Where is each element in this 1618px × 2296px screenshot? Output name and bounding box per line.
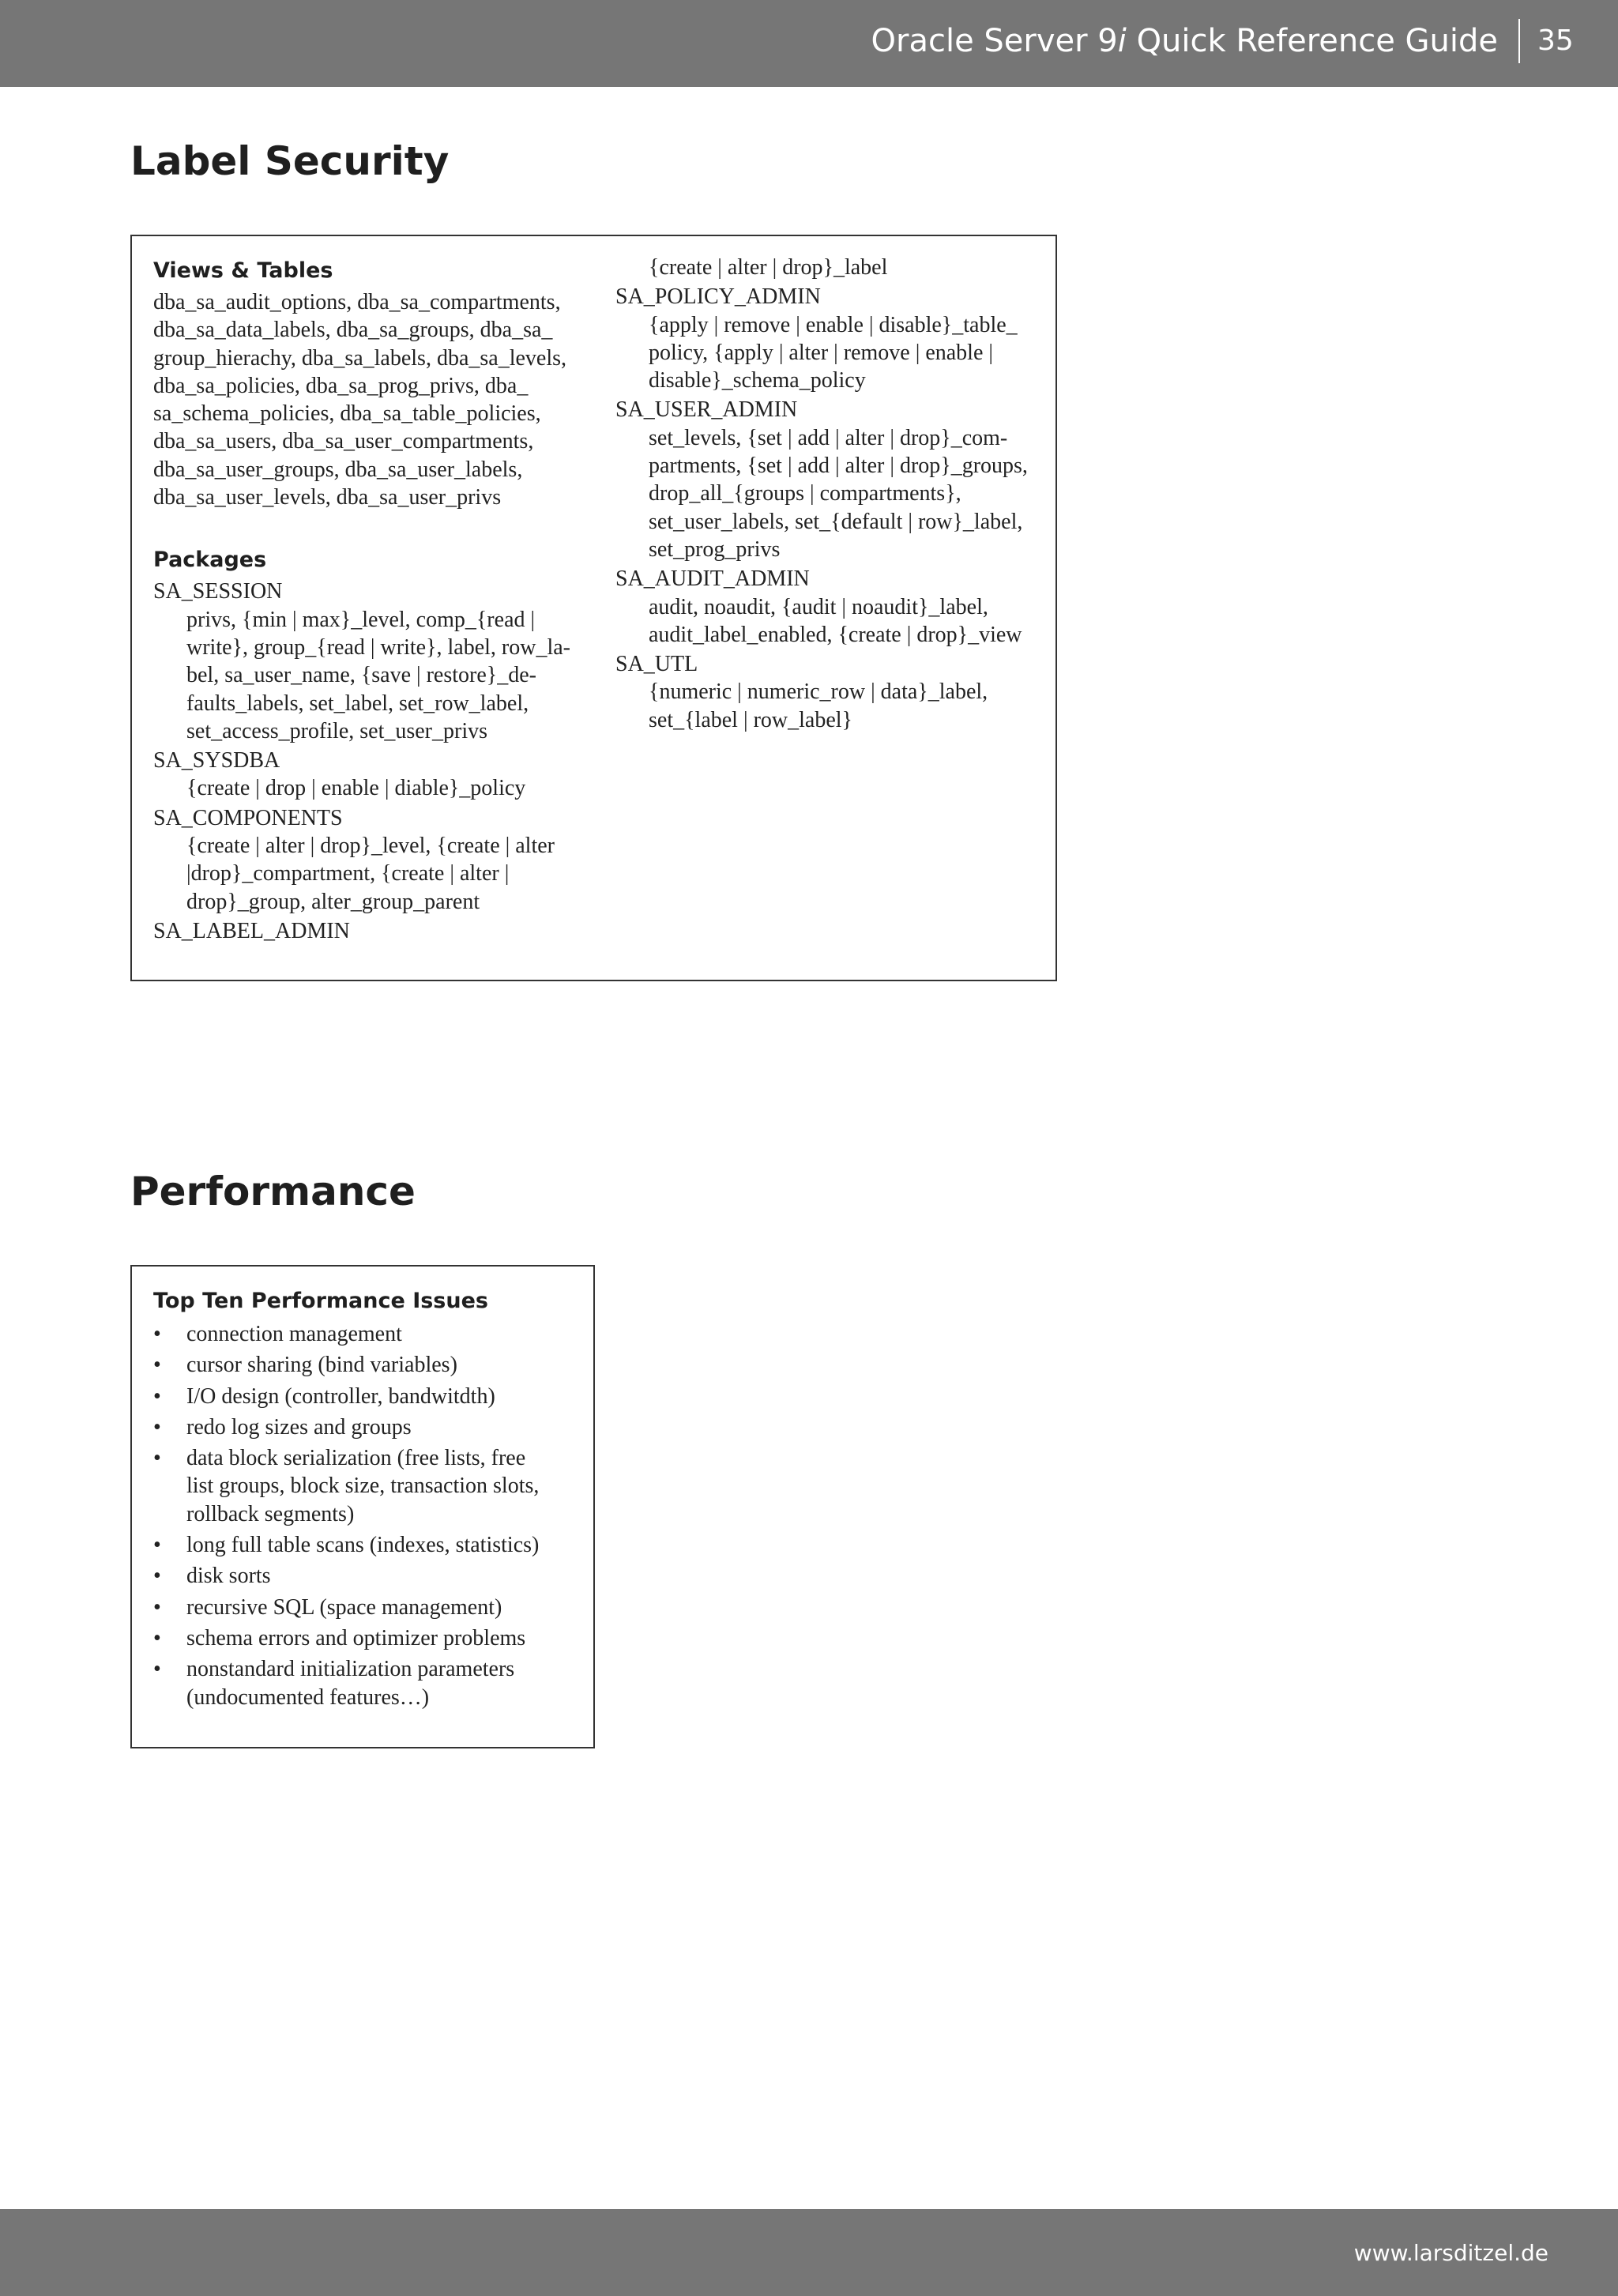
packages-heading: Packages — [153, 548, 267, 573]
package-entry — [615, 650, 1042, 734]
package-members — [615, 311, 1042, 395]
bullet-icon: • — [153, 1657, 161, 1682]
bullet-icon: • — [153, 1353, 161, 1378]
package-member-line: faults_labels, set_label, set_row_label, — [186, 691, 529, 716]
package-member-line: privs, {min | max}_level, comp_{read | — [186, 607, 536, 632]
issue-text — [186, 1624, 580, 1652]
page-number: 35 — [1537, 24, 1574, 57]
package-entry — [153, 917, 580, 945]
bullet-icon: • — [153, 1625, 161, 1650]
package-entry — [615, 283, 1042, 394]
package-name: SA_COMPONENTS — [153, 805, 343, 830]
section-title-label-security: Label Security — [130, 138, 450, 184]
list-item — [153, 1531, 580, 1559]
package-members — [153, 606, 580, 745]
performance-box — [130, 1265, 595, 1748]
issue-text — [186, 1594, 580, 1621]
package-member-line: |drop}_compartment, {create | alter | — [186, 861, 510, 886]
package-members — [153, 832, 580, 916]
package-members — [615, 424, 1042, 563]
list-item — [153, 1655, 580, 1711]
issue-text — [186, 1413, 580, 1441]
guide-title: Oracle Server 9i Quick Reference Guide — [871, 23, 1498, 59]
views-tables-heading: Views & Tables — [153, 258, 333, 283]
issue-text — [186, 1562, 580, 1590]
package-member-line: set_{label | row_label} — [649, 707, 852, 732]
package-member-line: audit_label_enabled, {create | drop}_view — [649, 622, 1022, 647]
views-line: group_hierachy, dba_sa_labels, dba_sa_levels, — [153, 345, 567, 371]
package-name: SA_SYSDBA — [153, 748, 280, 773]
issue-text — [186, 1444, 580, 1528]
header-divider — [1518, 19, 1520, 63]
issue-line: cursor sharing (bind variables) — [186, 1353, 457, 1378]
issue-line: rollback segments) — [186, 1501, 355, 1526]
list-item — [153, 1320, 580, 1348]
package-entry — [153, 578, 580, 745]
packages-list-left — [153, 578, 580, 945]
label-security-right-column — [615, 254, 1042, 734]
package-entry — [153, 804, 580, 916]
bullet-icon: • — [153, 1322, 161, 1346]
issue-line: data block serialization (free lists, free — [186, 1446, 526, 1471]
label-admin-continued — [615, 254, 1042, 281]
package-name: SA_UTL — [615, 652, 698, 677]
issue-text — [186, 1320, 580, 1348]
issue-line: list groups, block size, transaction slots, — [186, 1474, 540, 1499]
bullet-icon: • — [153, 1414, 161, 1440]
views-line: dba_sa_user_groups, dba_sa_user_labels, — [153, 457, 523, 482]
issue-line: recursive SQL (space management) — [186, 1594, 502, 1620]
bullet-icon: • — [153, 1446, 161, 1471]
package-member-line: audit, noaudit, {audit | noaudit}_label, — [649, 594, 988, 619]
views-line: dba_sa_users, dba_sa_user_compartments, — [153, 429, 534, 454]
package-entry — [615, 565, 1042, 649]
packages-list-right — [615, 283, 1042, 734]
issue-text — [186, 1531, 580, 1559]
issue-text — [186, 1655, 580, 1711]
package-member-line: partments, {set | add | alter | drop}_groups, — [649, 454, 1028, 479]
performance-issues-heading: Top Ten Performance Issues — [153, 1289, 488, 1313]
package-member-line: {create | alter | drop}_level, {create | alter — [186, 834, 555, 859]
package-entry — [615, 396, 1042, 563]
bullet-icon: • — [153, 1564, 161, 1589]
issue-line: disk sorts — [186, 1564, 271, 1589]
package-member-line: drop}_group, alter_group_parent — [186, 889, 480, 914]
views-line: dba_sa_audit_options, dba_sa_compartments, — [153, 290, 561, 314]
package-member-line: set_levels, {set | add | alter | drop}_com- — [649, 425, 1008, 450]
package-member-line: set_prog_privs — [649, 536, 781, 562]
list-item — [153, 1594, 580, 1621]
package-members — [615, 593, 1042, 649]
issue-text — [186, 1351, 580, 1379]
package-member-line: {apply | remove | enable | disable}_table_ — [649, 312, 1018, 337]
package-member-line: set_user_labels, set_{default | row}_label, — [649, 509, 1023, 534]
package-member-line: {numeric | numeric_row | data}_label, — [649, 679, 988, 705]
package-member-line: set_access_profile, set_user_privs — [186, 718, 487, 743]
label-security-box — [130, 235, 1057, 981]
views-line: dba_sa_user_levels, dba_sa_user_privs — [153, 485, 502, 510]
views-line: dba_sa_policies, dba_sa_prog_privs, dba_ — [153, 373, 529, 398]
issue-line: (undocumented features…) — [186, 1684, 430, 1710]
page-footer — [0, 2209, 1618, 2296]
list-item — [153, 1413, 580, 1441]
package-entry — [153, 747, 580, 803]
views-line: dba_sa_data_labels, dba_sa_groups, dba_sa_ — [153, 318, 553, 343]
issue-line: connection management — [186, 1322, 402, 1346]
package-member-line: drop_all_{groups | compartments}, — [649, 481, 961, 506]
package-name: SA_SESSION — [153, 579, 283, 604]
package-name: SA_AUDIT_ADMIN — [615, 566, 810, 592]
package-members — [153, 774, 580, 802]
bullet-icon: • — [153, 1594, 161, 1620]
issue-line: nonstandard initialization parameters — [186, 1657, 515, 1682]
page-header — [0, 0, 1618, 87]
list-item — [153, 1444, 580, 1528]
footer-url: www.larsditzel.de — [1353, 2240, 1548, 2266]
package-name: SA_LABEL_ADMIN — [153, 918, 350, 943]
performance-column — [153, 1285, 580, 1714]
bullet-icon: • — [153, 1383, 161, 1409]
bullet-icon: • — [153, 1533, 161, 1558]
section-title-performance: Performance — [130, 1169, 416, 1214]
views-tables-list — [153, 288, 580, 511]
list-item — [153, 1562, 580, 1590]
package-member-line: {create | alter | drop}_label — [649, 255, 888, 280]
package-member-line: {create | drop | enable | diable}_policy — [186, 776, 526, 801]
issue-line: schema errors and optimizer problems — [186, 1625, 526, 1650]
label-security-left-column — [153, 255, 580, 945]
package-member-line: bel, sa_user_name, {save | restore}_de- — [186, 663, 536, 688]
issue-line: I/O design (controller, bandwitdth) — [186, 1383, 495, 1409]
list-item — [153, 1351, 580, 1379]
issue-text — [186, 1383, 580, 1410]
issue-line: redo log sizes and groups — [186, 1414, 412, 1440]
package-name: SA_POLICY_ADMIN — [615, 284, 821, 310]
performance-issues-list — [153, 1320, 580, 1711]
package-member-line: write}, group_{read | write}, label, row_la- — [186, 634, 570, 660]
package-member-line: disable}_schema_policy — [649, 368, 866, 393]
package-member-line: policy, {apply | alter | remove | enable | — [649, 340, 993, 365]
package-name: SA_USER_ADMIN — [615, 397, 798, 423]
list-item — [153, 1624, 580, 1652]
package-members — [615, 678, 1042, 734]
issue-line: long full table scans (indexes, statistics) — [186, 1533, 540, 1558]
views-line: sa_schema_policies, dba_sa_table_policies, — [153, 401, 541, 427]
list-item — [153, 1383, 580, 1410]
